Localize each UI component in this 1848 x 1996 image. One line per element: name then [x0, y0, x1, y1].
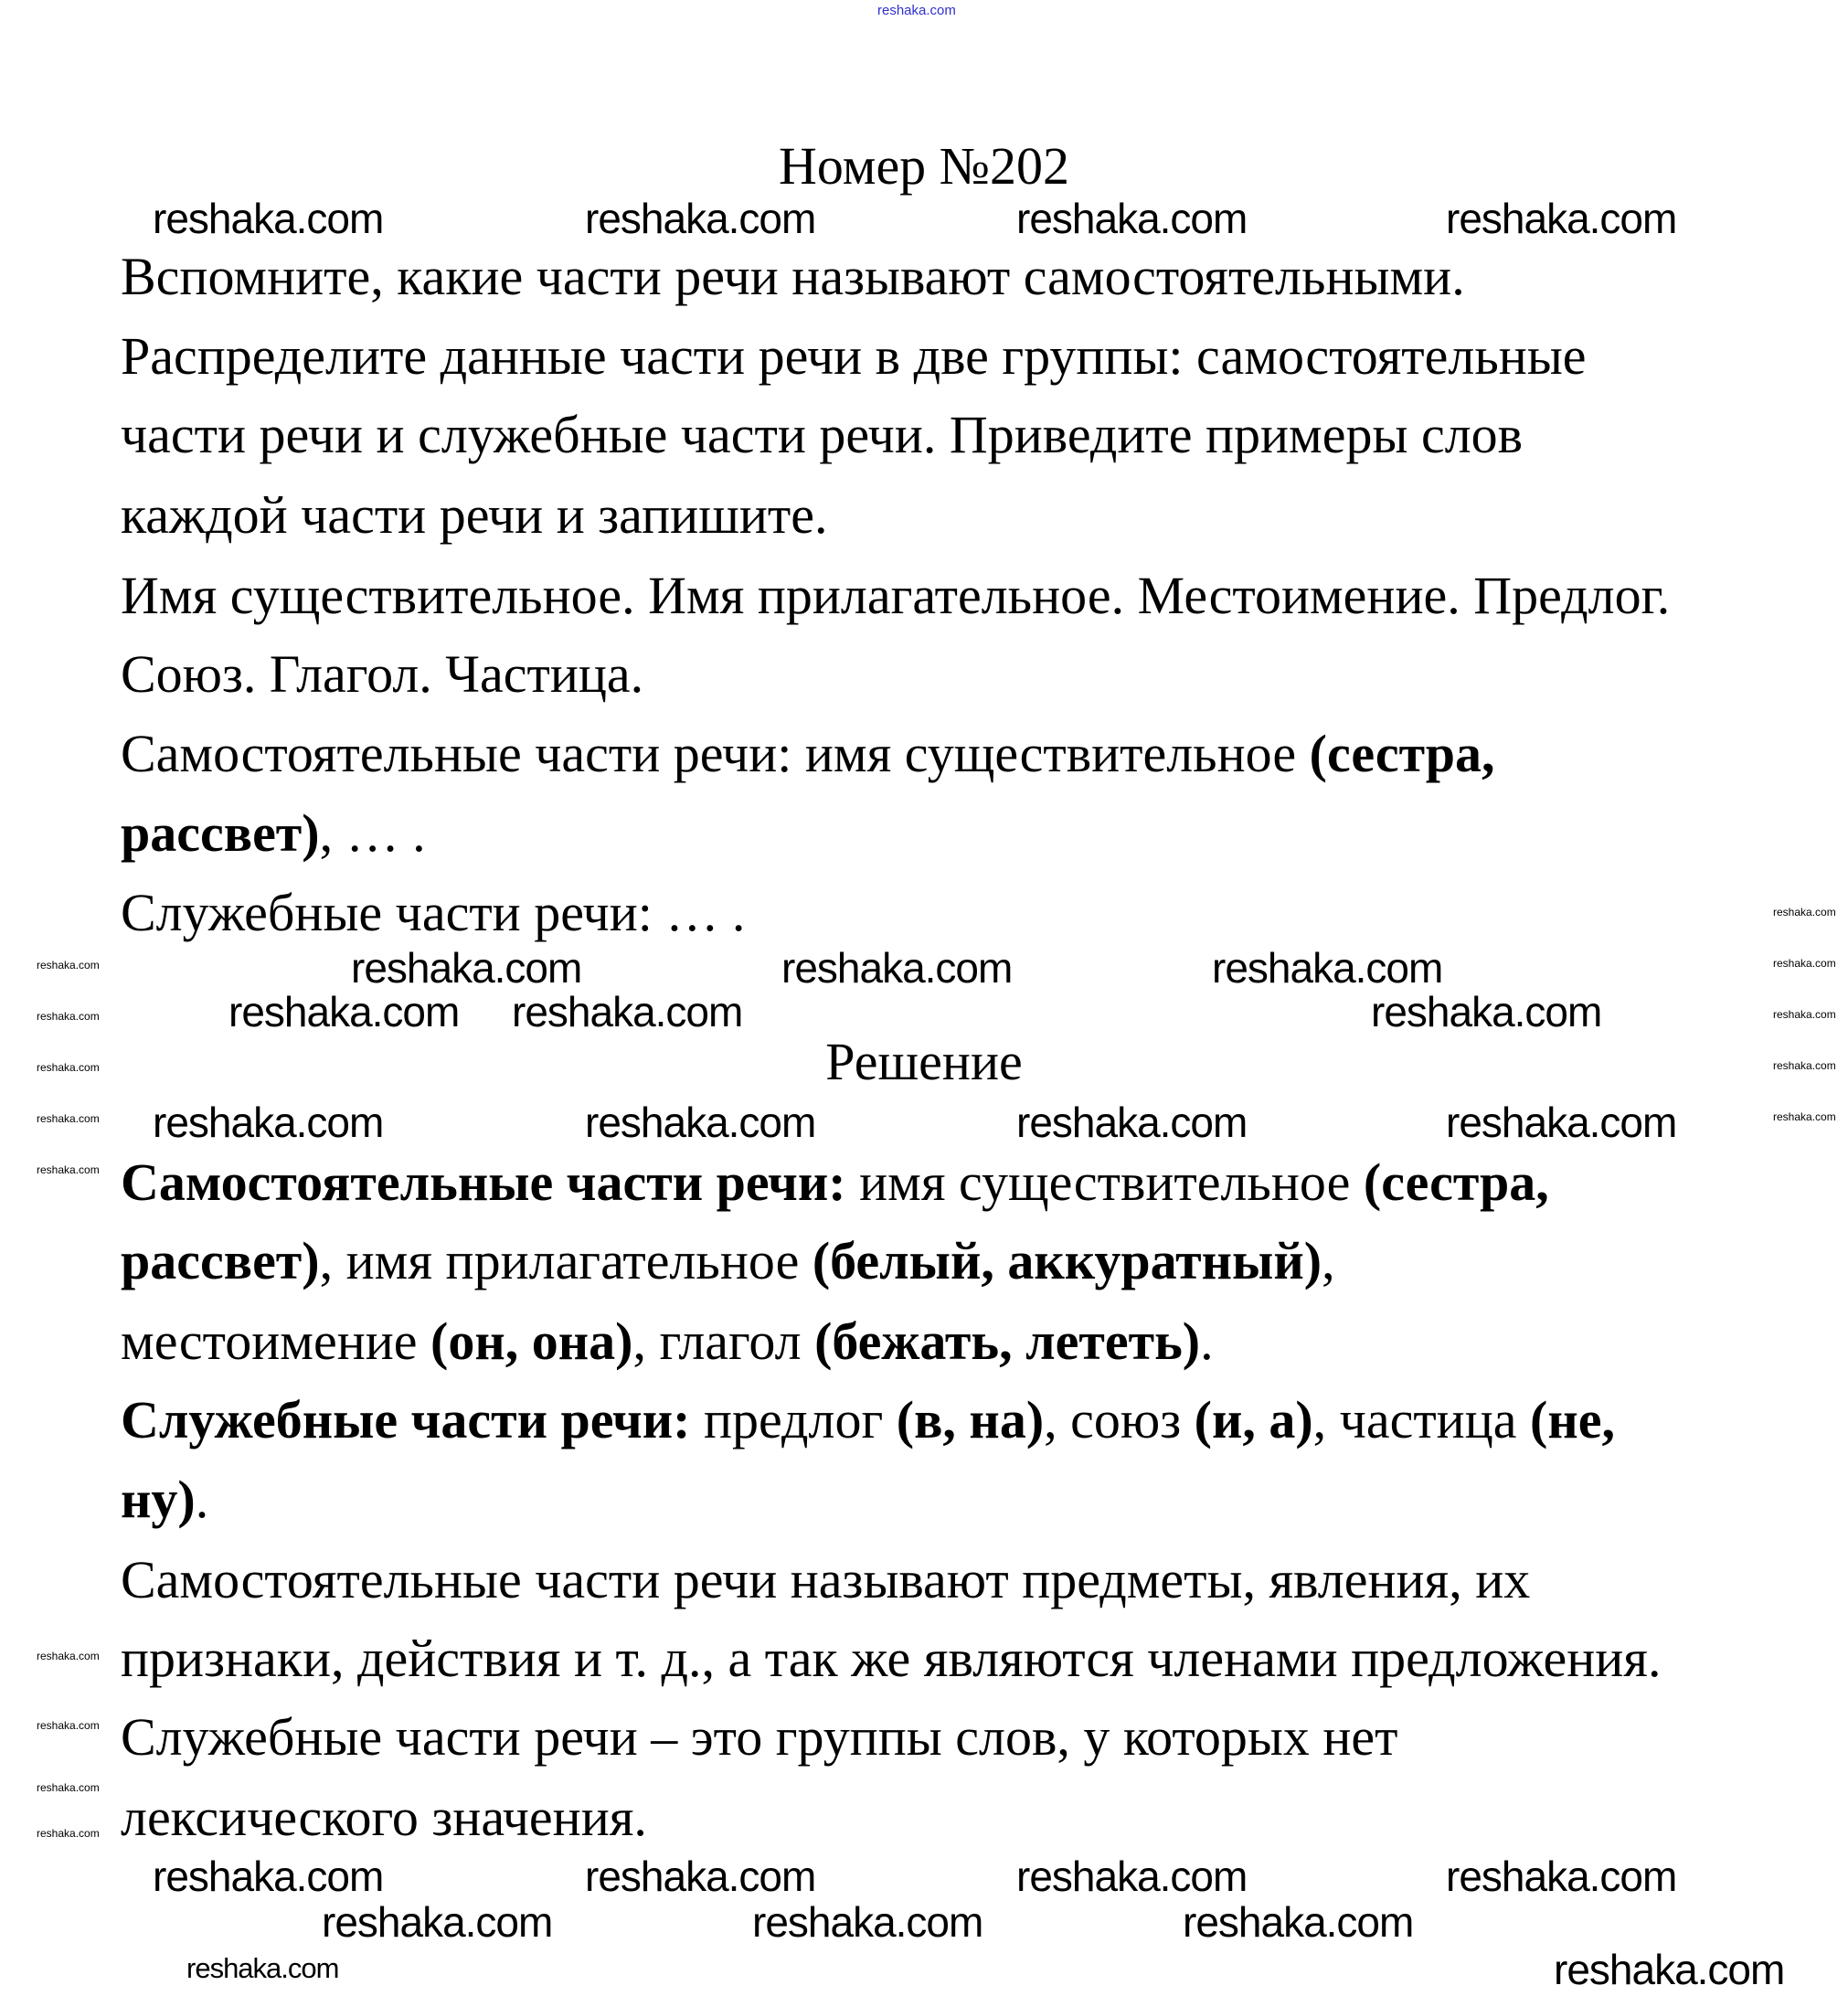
example-words: (сестра, [1363, 1152, 1549, 1212]
watermark: reshaka.com [585, 1099, 816, 1146]
problem-line [121, 405, 1524, 464]
watermark: reshaka.com [351, 944, 582, 992]
watermark: reshaka.com [1446, 1853, 1677, 1900]
watermark: reshaka.com [322, 1898, 553, 1946]
problem-line [121, 326, 1587, 386]
text: , союз [1044, 1390, 1195, 1449]
watermark: reshaka.com [512, 988, 743, 1035]
watermark: reshaka.com [153, 195, 384, 242]
solution-line [121, 1788, 647, 1847]
text: имя существительное [845, 1152, 1364, 1212]
watermark-small: reshaka.com [37, 1163, 100, 1176]
watermark: reshaka.com [781, 944, 1013, 992]
text: . [195, 1470, 209, 1529]
text: Служебные части речи – это группы слов, у которых нет [121, 1707, 1398, 1767]
watermark-small: reshaka.com [37, 1827, 100, 1840]
page-title: Номер №202 [778, 136, 1070, 196]
example-words: рассвет) [121, 803, 320, 863]
watermark-small: reshaka.com [37, 1061, 100, 1074]
example-words: (в, на) [896, 1390, 1045, 1449]
watermark: reshaka.com [153, 1853, 384, 1900]
watermark: reshaka.com [228, 988, 460, 1035]
watermark: reshaka.com [186, 1952, 339, 1984]
watermark: reshaka.com [1371, 988, 1602, 1035]
example-words: (белый, аккуратный) [812, 1231, 1322, 1290]
watermark: reshaka.com [1212, 944, 1443, 992]
text: , … . [319, 803, 426, 863]
solution-line [121, 1231, 1335, 1290]
watermark-small: reshaka.com [37, 1719, 100, 1732]
example-words: (не, [1530, 1390, 1615, 1449]
solution-line [121, 1629, 1662, 1688]
text: , глагол [632, 1311, 815, 1371]
solution-line [121, 1707, 1398, 1767]
text: Союз. Глагол. Частица. [121, 644, 644, 704]
watermark: reshaka.com [1446, 1099, 1677, 1146]
watermark-small: reshaka.com [37, 959, 100, 971]
watermark-small: reshaka.com [1773, 1008, 1836, 1021]
text: Самостоятельные части речи: имя существительное [121, 724, 1310, 783]
watermark-small: reshaka.com [1773, 957, 1836, 970]
text: Самостоятельные части речи называют предметы, явления, их [121, 1550, 1531, 1609]
text: признаки, действия и т. д., а так же являются членами предложения. [121, 1629, 1662, 1688]
example-words: ну) [121, 1470, 196, 1529]
watermark: reshaka.com [1554, 1946, 1785, 1993]
problem-line [121, 644, 644, 704]
watermark-small: reshaka.com [37, 1650, 100, 1662]
watermark-small: reshaka.com [37, 1781, 100, 1794]
text: местоимение [121, 1311, 431, 1371]
text: каждой части речи и запишите. [121, 485, 828, 545]
problem-line [121, 803, 426, 863]
problem-line [121, 883, 746, 942]
text: лексического значения. [121, 1788, 647, 1847]
watermark-small: reshaka.com [1773, 1059, 1836, 1072]
watermark: reshaka.com [153, 1099, 384, 1146]
text: Имя существительное. Имя прилагательное. Местоимение. Предлог. [121, 566, 1671, 625]
solution-line [121, 1470, 209, 1529]
watermark: reshaka.com [1016, 1099, 1248, 1146]
solution-heading: Решение [825, 1032, 1023, 1091]
header-watermark-link[interactable]: reshaka.com [877, 3, 956, 18]
example-words: (и, а) [1194, 1390, 1313, 1449]
label: Самостоятельные части речи: [121, 1152, 846, 1212]
watermark: reshaka.com [585, 195, 816, 242]
watermark-small: reshaka.com [1773, 1110, 1836, 1123]
example-words: (бежать, лететь) [814, 1311, 1201, 1371]
watermark-small: reshaka.com [37, 1112, 100, 1125]
solution-line [121, 1152, 1549, 1212]
problem-line [121, 724, 1495, 783]
solution-line [121, 1311, 1214, 1371]
text: , частица [1312, 1390, 1530, 1449]
watermark-small: reshaka.com [37, 1010, 100, 1023]
text: предлог [690, 1390, 897, 1449]
watermark: reshaka.com [1016, 195, 1248, 242]
example-words: (он, она) [430, 1311, 633, 1371]
problem-line [121, 485, 828, 545]
text: . [1200, 1311, 1214, 1371]
problem-line [121, 247, 1465, 306]
solution-line [121, 1550, 1531, 1609]
text: Служебные части речи: … . [121, 883, 746, 942]
watermark: reshaka.com [585, 1853, 816, 1900]
text: , [1322, 1231, 1335, 1290]
text: Распределите данные части речи в две группы: самостоятельные [121, 326, 1587, 386]
label: Служебные части речи: [121, 1390, 691, 1449]
problem-line [121, 566, 1671, 625]
solution-line [121, 1390, 1615, 1449]
watermark: reshaka.com [752, 1898, 983, 1946]
watermark: reshaka.com [1446, 195, 1677, 242]
text: Вспомните, какие части речи называют самостоятельными. [121, 247, 1465, 306]
example-words: рассвет) [121, 1231, 320, 1290]
watermark: reshaka.com [1183, 1898, 1414, 1946]
text: части речи и служебные части речи. Приведите примеры слов [121, 405, 1524, 464]
text: , имя прилагательное [319, 1231, 812, 1290]
watermark: reshaka.com [1016, 1853, 1248, 1900]
example-words: (сестра, [1309, 724, 1495, 783]
watermark-small: reshaka.com [1773, 906, 1836, 918]
